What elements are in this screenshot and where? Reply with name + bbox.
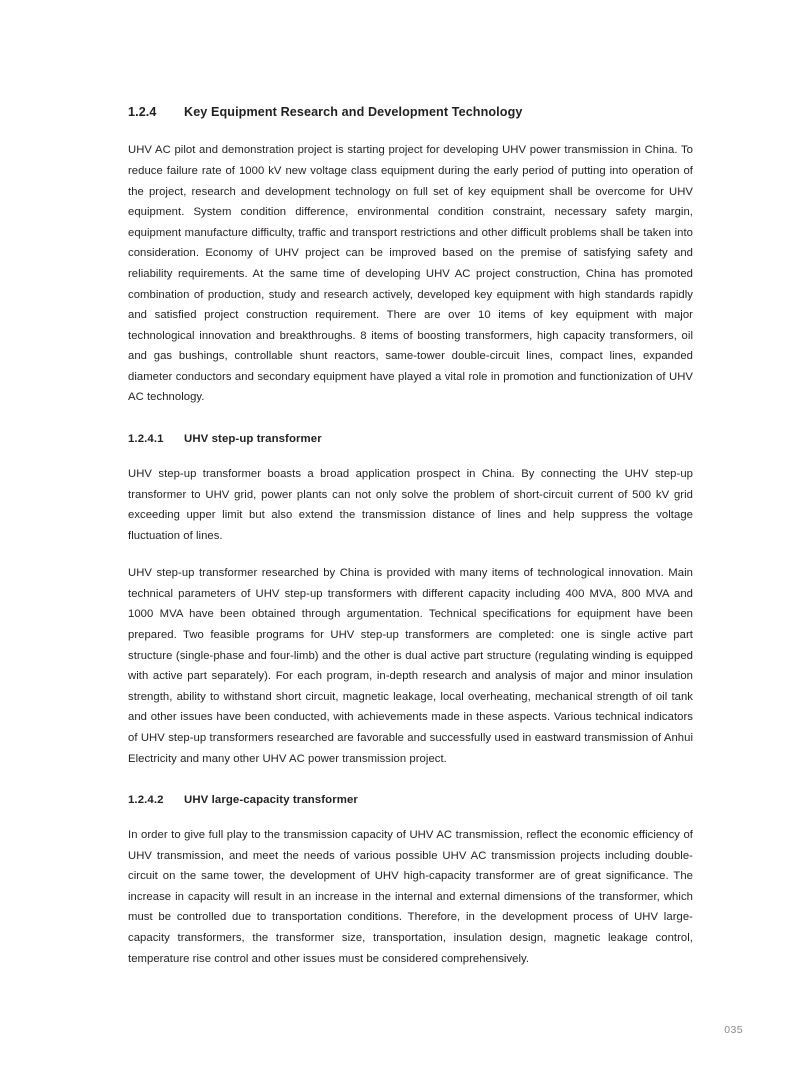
subsection-title-1: UHV step-up transformer xyxy=(184,433,322,446)
page-number: 035 xyxy=(724,1024,743,1036)
subsection-1-paragraph-2: UHV step-up transformer researched by China is provided with many items of technological innovation. Main technical parameters of UHV step-up transformers with different capacity including 400 MVA, 800 MVA and 1000 MVA have been obtained through argumentation. Technical specifications for equipment have been prepared. Two feasible programs for UHV step-up transformers are completed: one is single active part structure (single-phase and four-limb) and the other is dual active part structure (regulating winding is equipped with active part separately). For each program, in-depth research and analysis of major and minor insulation strength, ability to withstand short circuit, magnetic leakage, local overheating, mechanical strength of oil tank and other issues have been conducted, with achievements made in these aspects. Various technical indicators of UHV step-up transformers researched are favorable and successfully used in eastward transmission of Anhui Electricity and many other UHV AC power transmission project. xyxy=(128,567,693,765)
subsection-number-2: 1.2.4.2 xyxy=(128,794,164,807)
section-title: Key Equipment Research and Development Technology xyxy=(184,105,523,119)
section-paragraph: UHV AC pilot and demonstration project is starting project for developing UHV power transmission in China. To reduce failure rate of 1000 kV new voltage class equipment during the early period of putting into operation of the project, research and development technology on full set of key equipment shall be overcome for UHV equipment. System condition difference, environmental condition constraint, necessary safety margin, equipment manufacture difficulty, traffic and transport restrictions and other difficult problems shall be taken into consideration. Economy of UHV project can be improved based on the premise of satisfying safety and reliability requirements. At the same time of developing UHV AC project construction, China has promoted combination of production, study and research actively, developed key equipment with high standards rapidly and satisfied project construction requirement. There are over 10 items of key equipment with major technological innovation and breakthroughs. 8 items of boosting transformers, high capacity transformers, oil and gas bushings, controllable shunt reactors, same-tower double-circuit lines, compact lines, expanded diameter conductors and secondary equipment have played a vital role in promotion and functionization of UHV AC technology. xyxy=(128,144,693,404)
subsection-heading-1 xyxy=(128,432,693,447)
subsection-2-paragraph-1: In order to give full play to the transmission capacity of UHV AC transmission, reflect the economic efficiency of UHV transmission, and meet the needs of various possible UHV AC transmission projects including double-circuit on the same tower, the development of UHV high-capacity transformer are of great significance. The increase in capacity will result in an increase in the internal and external dimensions of the transformer, which must be controlled due to transportation conditions. Therefore, in the development process of UHV large-capacity transformers, the transformer size, transportation, insulation design, magnetic leakage control, temperature rise control and other issues must be considered comprehensively. xyxy=(128,829,693,965)
subsection-number-1: 1.2.4.1 xyxy=(128,433,164,446)
section-heading xyxy=(128,104,693,120)
subsection-1-paragraph-1: UHV step-up transformer boasts a broad application prospect in China. By connecting the UHV step-up transformer to UHV grid, power plants can not only solve the problem of short-circuit current of 500 kV grid exceeding upper limit but also extend the transmission distance of lines and help suppress the voltage fluctuation of lines. xyxy=(128,467,693,542)
subsection-title-2: UHV large-capacity transformer xyxy=(184,794,358,807)
page-content xyxy=(128,104,693,969)
subsection-heading-2 xyxy=(128,793,693,808)
section-number: 1.2.4 xyxy=(128,105,157,119)
